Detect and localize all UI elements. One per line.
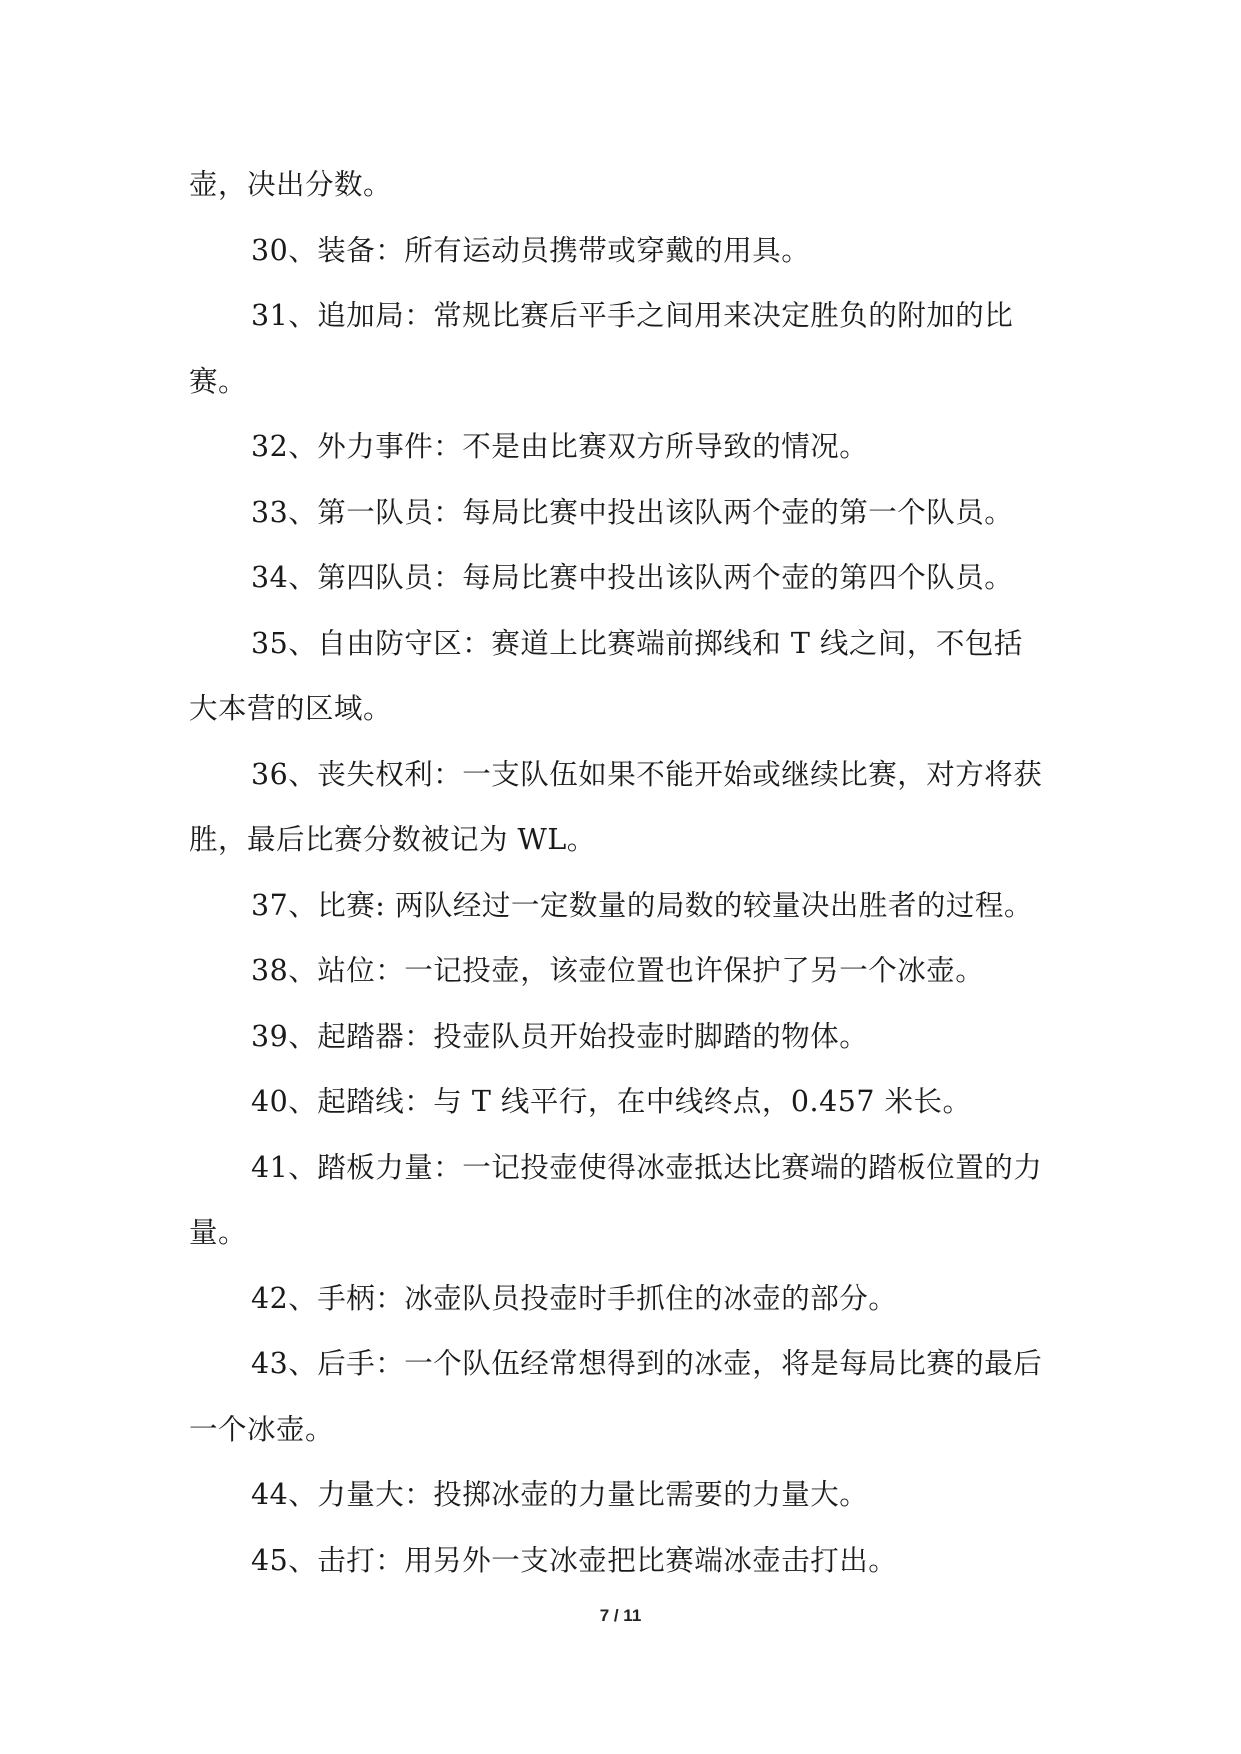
paragraph-7: 36、丧失权利：一支队伍如果不能开始或继续比赛，对方将获胜，最后比赛分数被记为 WL。 (189, 757, 1043, 856)
paragraph-0: 壶，决出分数。 (189, 168, 393, 201)
paragraph-3: 32、外力事件：不是由比赛双方所导致的情况。 (251, 430, 869, 463)
paragraph-14: 43、后手：一个队伍经常想得到的冰壶，将是每局比赛的最后一个冰壶。 (189, 1347, 1043, 1446)
paragraph-15: 44、力量大：投掷冰壶的力量比需要的力量大。 (251, 1478, 869, 1511)
paragraph-9: 38、站位：一记投壶，该壶位置也许保护了另一个冰壶。 (251, 954, 985, 987)
paragraph-13: 42、手柄：冰壶队员投壶时手抓住的冰壶的部分。 (251, 1281, 898, 1315)
paragraph-16: 45、击打：用另外一支冰壶把比赛端冰壶击打出。 (251, 1543, 898, 1577)
paragraph-1: 30、装备：所有运动员携带或穿戴的用具。 (251, 233, 811, 267)
paragraph-11: 40、起踏线：与 T 线平行，在中线终点，0.457 米长。 (251, 1085, 972, 1118)
paragraph-10: 39、起踏器：投壶队员开始投壶时脚踏的物体。 (251, 1019, 869, 1053)
paragraph-2: 31、追加局：常规比赛后平手之间用来决定胜负的附加的比赛。 (189, 299, 1014, 398)
paragraph-6: 35、自由防守区：赛道上比赛端前掷线和 T 线之间，不包括大本营的区域。 (189, 626, 1023, 725)
paragraph-12: 41、踏板力量：一记投壶使得冰壶抵达比赛端的踏板位置的力量。 (189, 1150, 1043, 1249)
paragraph-5: 34、第四队员：每局比赛中投出该队两个壶的第四个队员。 (251, 561, 1014, 594)
paragraph-8: 37、比赛: 两队经过一定数量的局数的较量决出胜者的过程。 (251, 888, 1033, 922)
paragraph-4: 33、第一队员：每局比赛中投出该队两个壶的第一个队员。 (251, 495, 1014, 529)
page-number: 7 / 11 (599, 1606, 642, 1625)
document-body (189, 152, 1049, 1593)
